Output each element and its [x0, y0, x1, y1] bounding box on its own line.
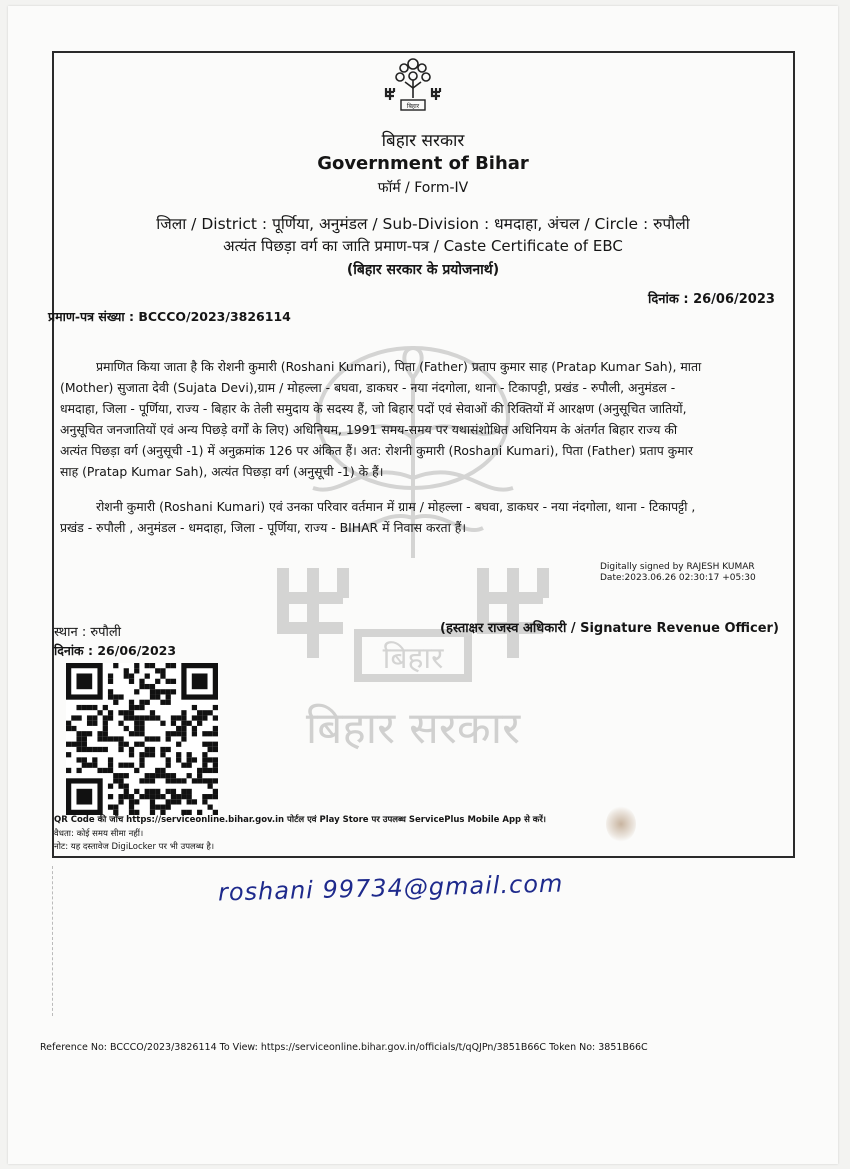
paragraph-line: रोशनी कुमारी (Roshani Kumari) एवं उनका परिवार वर्तमान में ग्राम / मोहल्ला - बघवा, डाकघर - नया नंदगोला, थाना - टिकापट्टी , — [96, 499, 696, 514]
paragraph-line: धमदाहा, जिला - पूर्णिया, राज्य - बिहार के तेली समुदाय के सदस्य हैं, जो बिहार पदों एवं सेवाओं की रिक्तियों में आरक्षण (अनुसूचित जातियों, — [60, 401, 687, 416]
district-line: जिला / District : पूर्णिया, अनुमंडल / Sub-Division : धमदाहा, अंचल / Circle : रुपौली — [156, 215, 690, 233]
watermark-text: बिहार सरकार — [305, 703, 521, 754]
emblem-caption: बिहार — [406, 103, 420, 110]
paragraph-line: (Mother) सुजाता देवी (Sujata Devi),ग्राम / मोहल्ला - बघवा, डाकघर - नया नंदगोला, थाना - टिकापट्टी, प्रखंड - रुपौली, अनुमंडल - — [60, 380, 676, 395]
issue-date: दिनांक : 26/06/2023 — [648, 292, 775, 307]
form-number: फॉर्म / Form-IV — [377, 180, 469, 196]
certificate-number: प्रमाण-पत्र संख्या : BCCCO/2023/3826114 — [48, 309, 291, 324]
purpose-line: (बिहार सरकार के प्रयोजनार्थ) — [346, 262, 500, 278]
certificate-body-paragraph-1 — [60, 356, 782, 482]
paragraph-line: अनुसूचित जनजातियों एवं अन्य पिछड़े वर्गों के लिए) अधिनियम, 1991 समय-समय पर यथासंशोधित अधिनियम के अंतर्गत बिहार राज्य की — [60, 422, 678, 437]
certificate-title: अत्यंत पिछड़ा वर्ग का जाति प्रमाण-पत्र / Caste Certificate of EBC — [223, 237, 623, 255]
paper-stain — [606, 806, 636, 842]
paragraph-line: प्रखंड - रुपौली , अनुमंडल - धमदाहा, जिला - पूर्णिया, राज्य - BIHAR में निवास करता हैं। — [60, 520, 467, 535]
handwritten-email: roshani 99734@gmail.com — [217, 869, 564, 907]
place-label: स्थान : रुपौली — [54, 625, 122, 640]
qr-code — [66, 663, 218, 815]
paragraph-line: अत्यंत पिछड़ा वर्ग (अनुसूची -1) में अनुक्रमांक 126 पर अंकित हैं। अत: रोशनी कुमारी (Roshani Kumari), पिता (Father) प्रताप कुमार — [60, 443, 693, 458]
header-title-english: Government of Bihar — [317, 153, 529, 174]
paragraph-line: साह (Pratap Kumar Sah), अत्यंत पिछड़ा वर्ग (अनुसूची -1) के हैं। — [60, 464, 384, 479]
paragraph-line: प्रमाणित किया जाता है कि रोशनी कुमारी (Roshani Kumari), पिता (Father) प्रताप कुमार साह (Pratap Kumar Sah), माता — [96, 359, 702, 374]
bihar-emblem-logo — [378, 50, 448, 116]
digital-signature-name: Digitally signed by RAJESH KUMAR — [600, 562, 755, 572]
watermark-emblem-text: बिहार — [382, 641, 444, 676]
header-title-hindi: बिहार सरकार — [381, 131, 465, 151]
digital-signature-date: Date:2023.06.26 02:30:17 +05:30 — [600, 573, 756, 583]
certificate-body-paragraph-2 — [60, 496, 782, 538]
validity-note: वैधता: कोई समय सीमा नहीं। — [54, 829, 144, 839]
place-date: दिनांक : 26/06/2023 — [54, 643, 177, 658]
reference-line: Reference No: BCCCO/2023/3826114 To View: https://serviceonline.bihar.gov.in/officials/t/qQJPn/3851B66C Token No: 3851B66C — [40, 1042, 648, 1053]
signature-label: (हस्ताक्षर राजस्व अधिकारी / Signature Revenue Officer) — [440, 621, 779, 636]
certificate-page — [8, 6, 838, 1164]
digilocker-note: नोट: यह दस्तावेज DigiLocker पर भी उपलब्ध है। — [54, 842, 215, 852]
qr-verification-note: QR Code की जाँच https://serviceonline.bihar.gov.in पोर्टल एवं Play Store पर उपलब्ध ServicePlus Mobile App से करें। — [54, 815, 547, 825]
crease-line — [52, 866, 55, 1016]
